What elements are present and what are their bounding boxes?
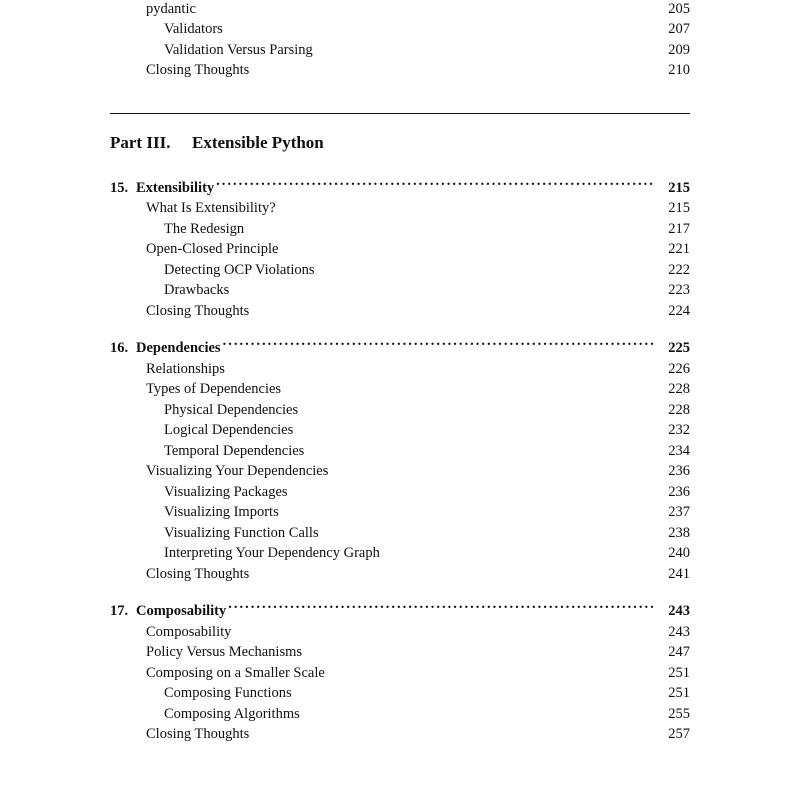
toc-entry-label: Visualizing Imports [164,504,279,520]
toc-entry[interactable] [110,239,690,260]
toc-entry-label: Visualizing Function Calls [164,524,319,541]
leader [294,683,654,698]
toc-entry[interactable] [110,39,690,60]
toc-entry-page: 221 [668,241,690,257]
leader [251,60,654,75]
chapter-title: Extensibility [136,179,215,196]
toc-entry-page: 228 [668,381,690,397]
toc-entry-label: pydantic [146,0,196,17]
leader [231,280,654,295]
toc-entry-label: Open-Closed Principle [146,241,279,257]
toc-entry-page: 236 [668,463,690,479]
toc-entry-page: 237 [668,504,690,520]
toc-entry-label: Detecting OCP Violations [164,261,315,278]
toc-top-entries [110,0,690,80]
toc-entry[interactable] [110,703,690,724]
toc-entry-label: What Is Extensibility? [146,200,276,216]
chapter-title: Composability [136,603,227,619]
leader [251,300,654,315]
toc-entry[interactable] [110,420,690,441]
leader [251,563,654,578]
toc-chapter-row[interactable] [110,601,690,622]
leader [315,39,654,54]
leader [300,399,654,414]
leader [281,502,654,517]
chapter-page: 215 [668,179,690,196]
leader [233,621,654,636]
toc-entry[interactable] [110,19,690,40]
toc-entry-page: 228 [668,401,690,418]
leader [382,543,654,558]
toc-entry-label: Closing Thoughts [146,726,250,742]
leader-dots [216,177,654,192]
toc-entry-label: Composing Algorithms [164,705,300,722]
toc-entry-label: Relationships [146,360,225,377]
leader [251,724,654,739]
leader [302,703,654,718]
toc-entry-label: Closing Thoughts [146,565,250,582]
toc-entry-label: Validation Versus Parsing [164,41,313,58]
toc-entry[interactable] [110,0,690,19]
toc-entry-label: Composing on a Smaller Scale [146,664,325,681]
toc-entry-page: 251 [668,664,690,681]
toc-entry-label: Drawbacks [164,282,230,298]
toc-entry-page: 243 [668,623,690,640]
toc-entry-page: 210 [668,62,690,78]
leader [283,379,654,394]
part-heading [110,133,690,153]
leader [321,522,654,537]
chapter-number: 17. [110,603,129,619]
toc-entry[interactable] [110,621,690,642]
toc-entry-page: 251 [668,685,690,701]
toc-entry[interactable] [110,358,690,379]
toc-chapter-row[interactable] [110,177,690,198]
toc-entry[interactable] [110,642,690,663]
toc-entry[interactable] [110,563,690,584]
toc-entry-label: Types of Dependencies [146,381,282,397]
toc-entry[interactable] [110,481,690,502]
toc-entry-label: Closing Thoughts [146,62,250,78]
leader [198,0,654,13]
toc-entry-label: Visualizing Your Dependencies [146,463,329,479]
toc-entry-page: 232 [668,422,690,438]
toc-entry[interactable] [110,280,690,301]
toc-entry[interactable] [110,683,690,704]
toc-entry[interactable] [110,218,690,239]
toc-entry-page: 222 [668,261,690,278]
leader [246,218,654,233]
leader [225,19,654,34]
toc-entry-page: 215 [668,200,690,216]
toc-entry[interactable] [110,259,690,280]
leader [278,198,654,213]
toc-entry[interactable] [110,724,690,745]
leader [281,239,655,254]
toc-entry-label: Visualizing Packages [164,483,288,500]
part-title: Extensible Python [192,133,324,152]
toc-entry-page: 255 [668,705,690,722]
leader [327,662,654,677]
toc-entry[interactable] [110,300,690,321]
leader-dots [228,601,654,616]
toc-entry[interactable] [110,440,690,461]
toc-entry-label: Temporal Dependencies [164,442,305,459]
toc-entry-page: 257 [668,726,690,742]
toc-entry[interactable] [110,399,690,420]
toc-entry[interactable] [110,461,690,482]
chapter-number: 16. [110,340,129,356]
toc-entry[interactable] [110,543,690,564]
toc-entry-page: 234 [668,442,690,459]
leader [290,481,654,496]
toc-entry-page: 238 [668,524,690,541]
leader [330,461,654,476]
toc-entry-label: Composing Functions [164,685,292,701]
toc-entry-page: 217 [668,220,690,237]
toc-entry[interactable] [110,662,690,683]
chapter-page: 243 [668,603,690,619]
part-label: Part III. [110,133,171,152]
leader [317,259,654,274]
toc-entry[interactable] [110,198,690,219]
chapter-page: 225 [668,340,690,356]
toc-entry-page: 241 [668,565,690,582]
toc-entry-page: 207 [668,21,690,37]
toc-entry-label: Logical Dependencies [164,422,294,438]
toc-entry[interactable] [110,379,690,400]
toc-entry-page: 247 [668,644,690,660]
toc-entry[interactable] [110,522,690,543]
toc-entry-page: 224 [668,302,690,319]
chapter-number: 15. [110,179,129,196]
toc-entry-page: 223 [668,282,690,298]
toc-entry-label: Interpreting Your Dependency Graph [164,545,380,561]
leader [306,440,654,455]
toc-entry-page: 236 [668,483,690,500]
toc-entry[interactable] [110,502,690,523]
leader [304,642,654,657]
leader [227,358,654,373]
toc-entry-label: Validators [164,21,223,37]
toc-chapter-row[interactable] [110,338,690,359]
toc-entry-label: The Redesign [164,220,245,237]
toc-entry-label: Policy Versus Mechanisms [146,644,303,660]
toc-entry-page: 205 [668,0,690,17]
leader-dots [223,338,654,353]
toc-entry[interactable] [110,60,690,81]
toc-entry-label: Composability [146,623,232,640]
leader [295,420,654,435]
toc-entry-page: 226 [668,360,690,377]
toc-entry-label: Closing Thoughts [146,302,250,319]
chapter-title: Dependencies [136,340,221,356]
toc-entry-page: 209 [668,41,690,58]
toc-entry-page: 240 [668,545,690,561]
toc-entry-label: Physical Dependencies [164,401,299,418]
